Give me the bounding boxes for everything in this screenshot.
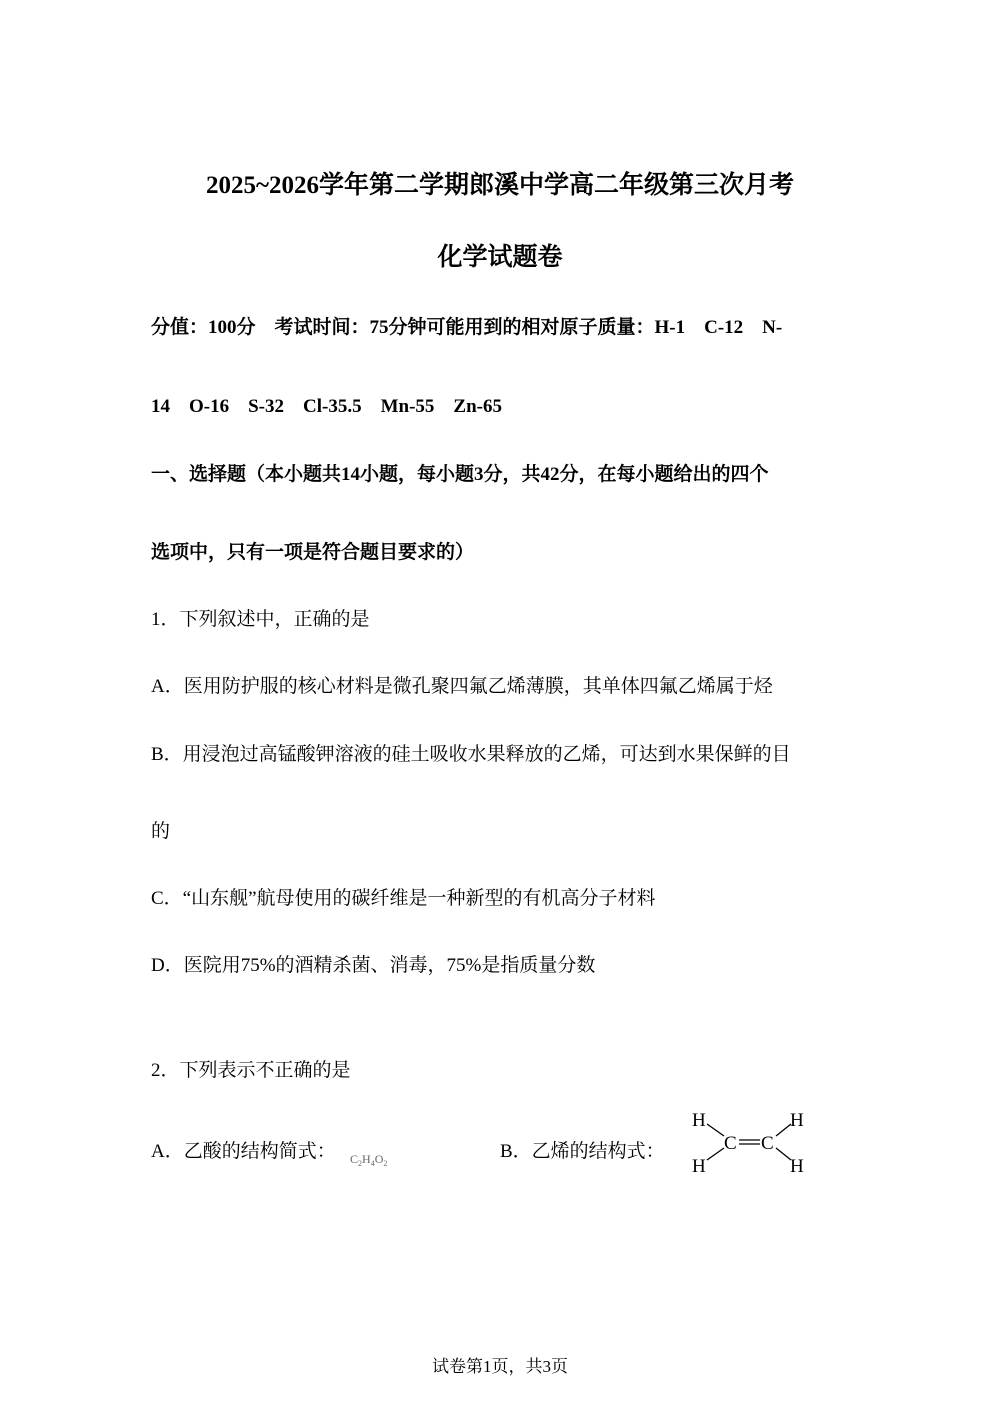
exam-info-line-2: 14 O-16 S-32 Cl-35.5 Mn-55 Zn-65 xyxy=(151,396,502,417)
question-2-option-a: A．乙酸的结构简式： xyxy=(151,1141,336,1162)
question-1-stem: 1．下列叙述中，正确的是 xyxy=(151,609,370,630)
question-1-option-b: B．用浸泡过高锰酸钾溶液的硅土吸收水果释放的乙烯，可达到水果保鲜的目 xyxy=(151,744,791,765)
page-footer: 试卷第1页，共3页 xyxy=(432,1357,568,1376)
ethylene-structural-formula xyxy=(688,1106,813,1178)
exam-info-line-1: 分值：100分 考试时间：75分钟可能用到的相对原子质量：H-1 C-12 N- xyxy=(151,317,783,338)
question-2-option-b: B．乙烯的结构式： xyxy=(500,1141,665,1162)
bond-h-c-top-left xyxy=(707,1124,724,1136)
struct-c-left: C xyxy=(724,1133,737,1154)
question-2-stem: 2．下列表示不正确的是 xyxy=(151,1060,351,1081)
question-1-option-c: C．“山东舰”航母使用的碳纤维是一种新型的有机高分子材料 xyxy=(151,888,656,909)
struct-h-top-right: H xyxy=(790,1110,804,1131)
question-1-option-b-cont: 的 xyxy=(151,821,171,842)
bond-c-h-bottom-right xyxy=(776,1148,791,1160)
struct-h-bottom-right: H xyxy=(790,1156,804,1177)
bond-h-c-bottom-left xyxy=(707,1148,724,1160)
bond-c-h-top-right xyxy=(776,1124,791,1136)
acetic-acid-formula: $C_2H_4O_2$ xyxy=(350,1152,388,1168)
exam-title: 2025~2026学年第二学期郎溪中学高二年级第三次月考 xyxy=(205,172,794,199)
question-1-option-a: A．医用防护服的核心材料是微孔聚四氟乙烯薄膜，其单体四氟乙烯属于烃 xyxy=(151,676,773,697)
exam-subtitle: 化学试题卷 xyxy=(437,244,563,271)
struct-c-right: C xyxy=(761,1133,774,1154)
section-heading-line-1: 一、选择题（本小题共14小题，每小题3分，共42分，在每小题给出的四个 xyxy=(151,464,769,485)
question-1-option-d: D．医院用75%的酒精杀菌、消毒，75%是指质量分数 xyxy=(151,955,596,976)
struct-h-bottom-left: H xyxy=(692,1156,706,1177)
struct-h-top-left: H xyxy=(692,1110,706,1131)
section-heading-line-2: 选项中，只有一项是符合题目要求的） xyxy=(151,542,475,563)
